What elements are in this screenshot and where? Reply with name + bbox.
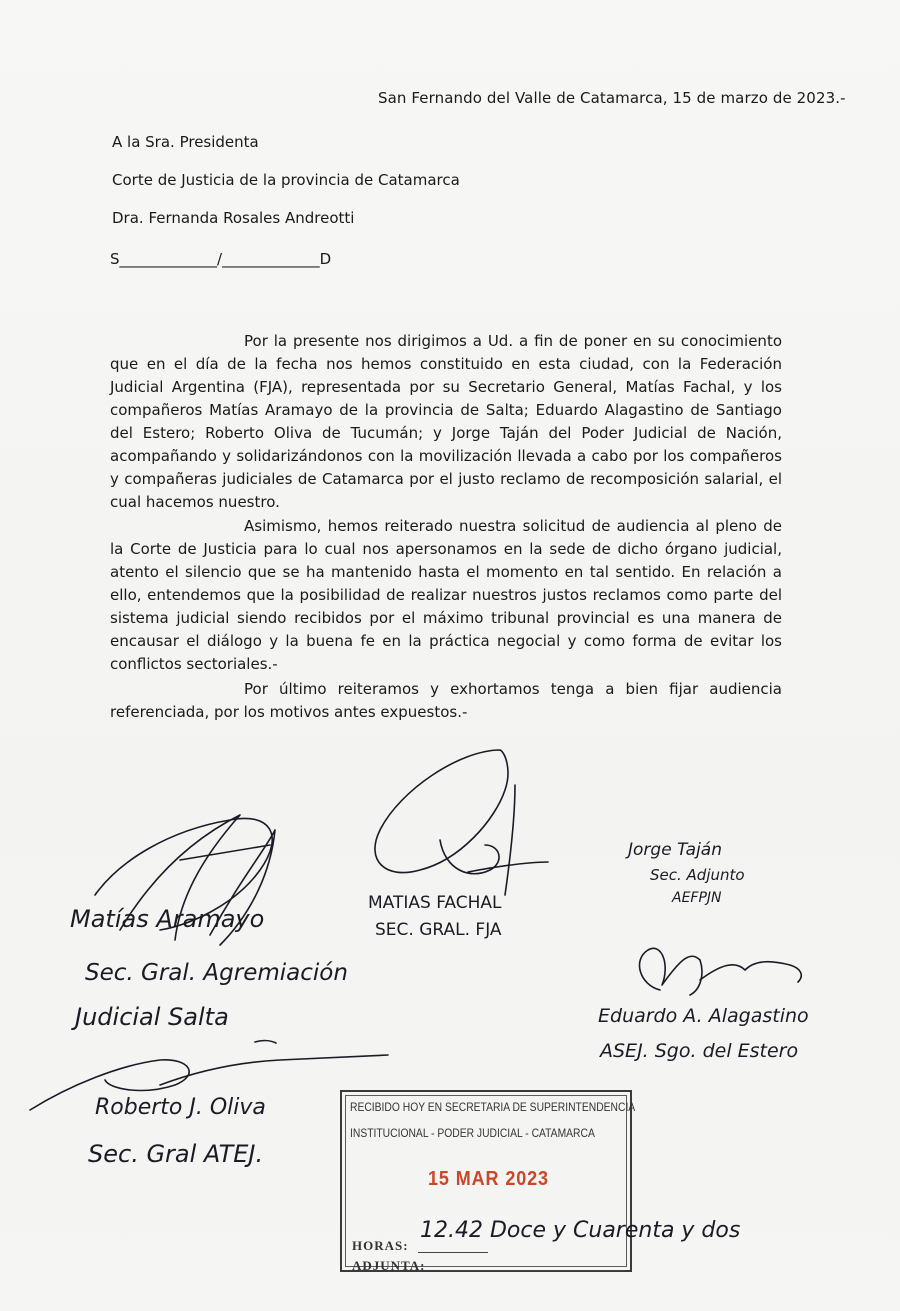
signature-aramayo-name: Matías Aramayo [70,905,265,933]
stamp-horas-line [418,1252,488,1253]
signature-oliva-name: Roberto J. Oliva [95,1095,266,1120]
date-line: San Fernando del Valle de Catamarca, 15 de marzo de 2023.- [378,89,846,107]
signature-tajan-org: AEFPJN [672,890,722,906]
stamp-horas-handwritten: 12.42 Doce y Cuarenta y dos [420,1218,741,1243]
salutation: S_____________/_____________D [110,250,332,268]
recipient-institution: Corte de Justicia de la provincia de Catamarca [112,171,460,189]
body-paragraph-1: Por la presente nos dirigimos a Ud. a fin de poner en su conocimiento que en el día de la fecha nos hemos constituido en esta ciudad, con la Federación Judicial Argentina (FJA), representada por su Secretario General, Matías Fachal, y los compañeros Matías Aramayo de la provincia de Salta; Eduardo Alagastino de Santiago del Estero; Roberto Oliva de Tucumán; y Jorge Taján del Poder Judicial de Nación, acompañando y solidarizándonos con la movilización llevada a cabo por los compañeros y compañeras judiciales de Catamarca por el justo reclamo de recomposición salarial, el cual hacemos nuestro. [110,332,782,511]
body-paragraph-3: Por último reiteramos y exhortamos tenga a bien fijar audiencia referenciada, por los motivos antes expuestos.- [110,680,782,721]
body-paragraph-2: Asimismo, hemos reiterado nuestra solicitud de audiencia al pleno de la Corte de Justicia para lo cual nos apersonamos en la sede de dicho órgano judicial, atento el silencio que se ha mantenido hasta el momento en tal sentido. En relación a ello, entendemos que la posibilidad de realizar nuestros justos reclamos como parte del sistema judicial siendo recibidos por el máximo tribunal provincial es una manera de encausar el diálogo y la buena fe en la práctica negocial y como forma de evitar los conflictos sectoriales.- [110,517,782,673]
stamp-line-2: INSTITUCIONAL - PODER JUDICIAL - CATAMARCA [350,1126,595,1140]
signature-fachal-title: SEC. GRAL. FJA [375,920,502,940]
signature-oliva-title: Sec. Gral ATEJ. [88,1140,264,1168]
stamp-horas-label: HORAS: [352,1238,409,1253]
signature-alagastino-scribble [639,948,801,995]
signature-fachal-scribble [375,750,548,895]
recipient-name: Dra. Fernanda Rosales Andreotti [112,209,355,227]
stamp-adjunta-line [440,1270,626,1271]
stamp-date: 15 MAR 2023 [428,1168,549,1190]
recipient-title: A la Sra. Presidenta [112,133,259,151]
signature-tajan-name: Jorge Taján [628,840,722,860]
reception-stamp [340,1090,636,1273]
signature-tajan-title: Sec. Adjunto [650,866,745,884]
signature-alagastino-title: ASEJ. Sgo. del Estero [600,1040,799,1062]
signature-fachal-name: MATIAS FACHAL [368,893,502,913]
stamp-adjunta-label: ADJUNTA: [352,1258,426,1273]
signature-aramayo-title: Sec. Gral. Agremiación [85,960,348,986]
signature-aramayo-org: Judicial Salta [75,1003,229,1031]
signature-alagastino-name: Eduardo A. Alagastino [598,1005,809,1027]
stamp-line-1: RECIBIDO HOY EN SECRETARIA DE SUPERINTENDENCIA [350,1100,636,1114]
